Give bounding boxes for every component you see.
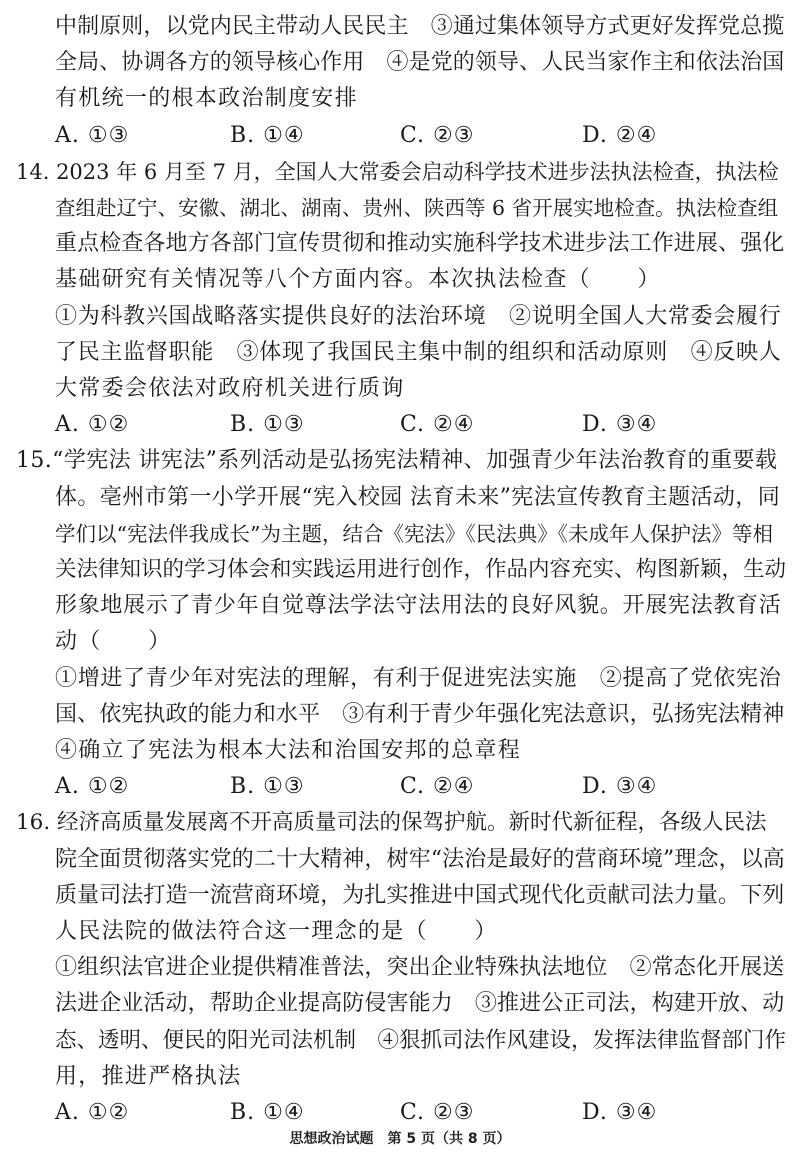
q16-stem-line: 人民法院的做法符合这一理念的是（ ）	[55, 919, 498, 944]
q14-option-c: C. ②④	[400, 412, 475, 438]
q16-statement-line: 用，推进严格执法	[55, 1063, 242, 1089]
q16-option-c: C. ②③	[400, 1100, 475, 1125]
q14-statement-line: ①为科教兴国战略落实提供良好的法治环境 ②说明全国人大常委会履行	[55, 303, 782, 329]
q14-stem-line: 查组赴辽宁、安徽、湖北、湖南、贵州、陕西等 6 省开展实地检查。执法检查组	[55, 196, 779, 220]
q15-stem-line: 学们以“宪法伴我成长”为主题，结合《宪法》《民法典》《未成年人保护法》等相	[55, 521, 773, 546]
q16-stem-line: 质量司法打造一流营商环境，为扎实推进中国式现代化贡献司法力量。下列	[55, 882, 785, 908]
q15-option-c: C. ②④	[400, 774, 475, 800]
q15-stem-line: 动（ ）	[55, 629, 172, 655]
page-footer: 思想政治试题 第 5 页（共 8 页）	[289, 1131, 511, 1147]
q14-statement-line: 了民主监督职能 ③体现了我国民主集中制的组织和活动原则 ④反映人	[55, 339, 782, 365]
q13-option-a: A. ①③	[55, 122, 130, 148]
q15-stem-line: 体。亳州市第一小学开展“宪入校园 法育未来”宪法宣传教育主题活动，同	[55, 484, 781, 510]
q15-option-d: D. ③④	[582, 774, 658, 800]
q16-option-b: B. ①④	[230, 1100, 305, 1125]
q13-option-b: B. ①④	[230, 122, 305, 148]
q15-stem-line: 15.“学宪法 讲宪法”系列活动是弘扬宪法精神、加强青少年法治教育的重要载	[16, 448, 778, 474]
q16-stem-line: 16. 经济高质量发展离不开高质量司法的保驾护航。新时代新征程，各级人民法	[16, 810, 767, 836]
q13-line: 中制原则，以党内民主带动人民民主 ③通过集体领导方式更好发挥党总揽	[55, 14, 785, 39]
q13-line: 全局、协调各方的领导核心作用 ④是党的领导、人民当家作主和依法治国	[55, 50, 785, 76]
q14-statement-line: 大常委会依法对政府机关进行质询	[55, 376, 405, 401]
q15-statement-line: ④确立了宪法为根本大法和治国安邦的总章程	[55, 738, 522, 763]
q16-statement-line: ①组织法官进企业提供精准普法，突出企业特殊执法地位 ②常态化开展送	[55, 955, 785, 981]
q15-statement-line: ①增进了青少年对宪法的理解，有利于促进宪法实施 ②提高了党依宪治	[55, 665, 782, 691]
q16-option-d: D. ③④	[582, 1100, 658, 1125]
q16-stem-line: 院全面贯彻落实党的二十大精神，树牢“法治是最好的营商环境”理念，以高	[55, 846, 785, 872]
q14-option-d: D. ③④	[582, 412, 658, 438]
q13-option-d: D. ②④	[582, 122, 658, 148]
q14-stem-line: 基础研究有关情况等八个方面内容。本次执法检查（ ）	[55, 267, 661, 293]
q15-statement-line: 国、依宪执政的能力和水平 ③有利于青少年强化宪法意识，弘扬宪法精神	[55, 701, 785, 727]
q15-stem-line: 形象地展示了青少年自觉尊法学法守法用法的良好风貌。开展宪法教育活	[55, 593, 782, 619]
q15-option-a: A. ①②	[55, 774, 130, 800]
q13-option-c: C. ②③	[400, 122, 475, 148]
q15-option-b: B. ①③	[230, 774, 305, 800]
q14-stem-line: 14. 2023 年 6 月至 7 月，全国人大常委会启动科学技术进步法执法检查，执法检	[16, 159, 779, 184]
q13-line: 有机统一的根本政治制度安排	[55, 86, 358, 112]
q15-stem-line: 关法律知识的学习体会和实践运用进行创作，作品内容充实、构图新颖，生动	[55, 557, 787, 582]
q16-option-a: A. ①②	[55, 1100, 130, 1125]
q14-option-b: B. ①③	[230, 412, 305, 438]
q16-statement-line: 法进企业活动，帮助企业提高防侵害能力 ③推进公正司法，构建开放、动	[55, 991, 785, 1017]
q14-stem-line: 重点检查各地方各部门宣传贯彻和推动实施科学技术进步法工作进展、强化	[55, 231, 785, 257]
q16-statement-line: 态、透明、便民的阳光司法机制 ④狠抓司法作风建设，发挥法律监督部门作	[55, 1027, 787, 1053]
q14-option-a: A. ①②	[55, 412, 130, 438]
